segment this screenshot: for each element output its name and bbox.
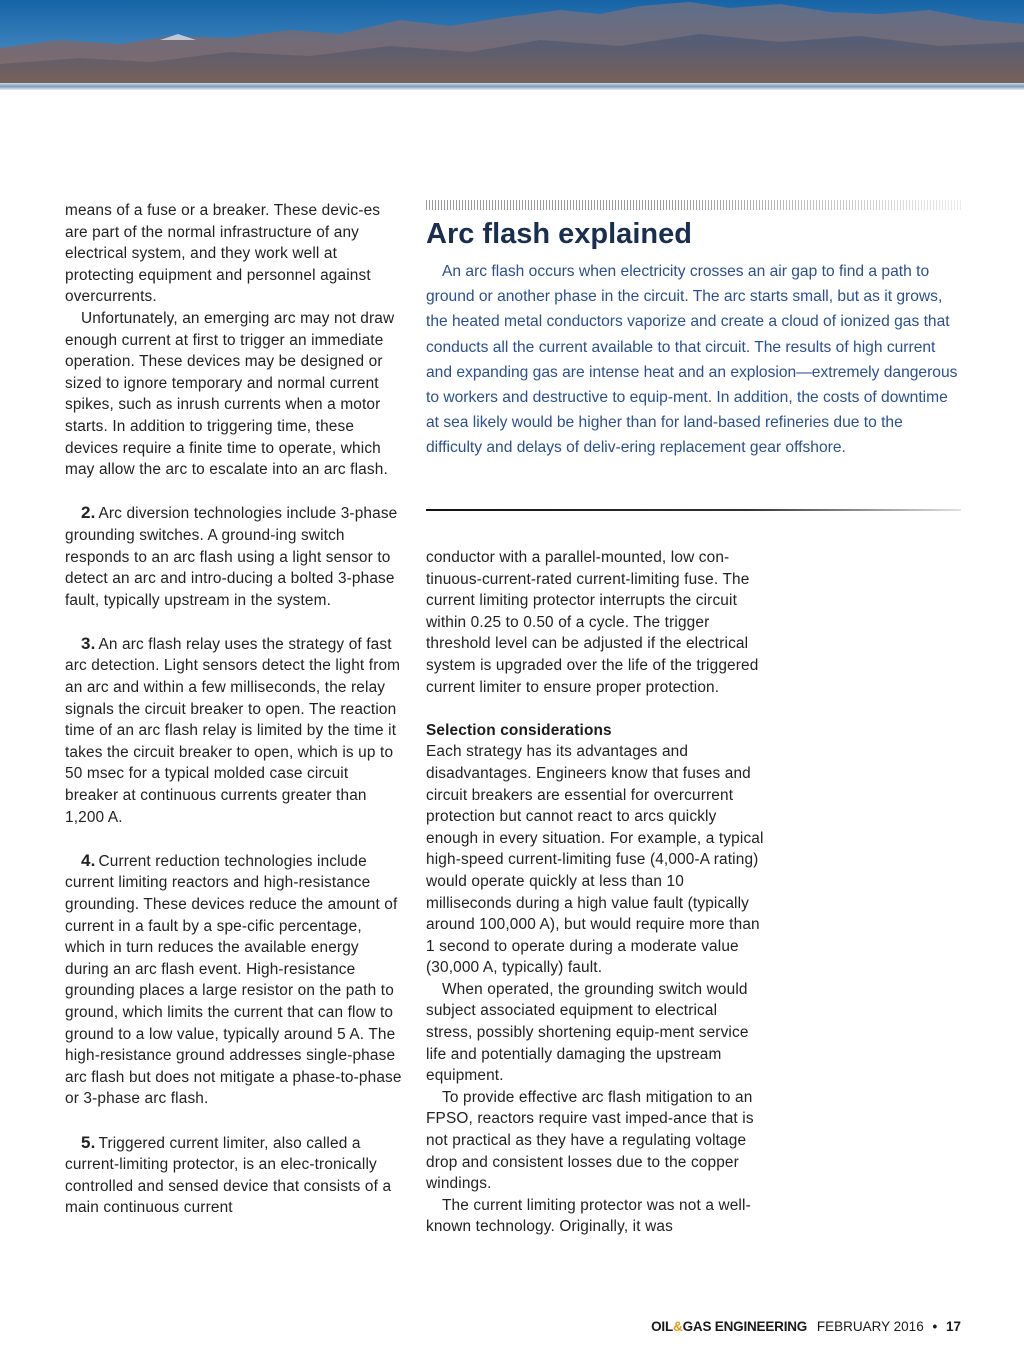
paragraph: The current limiting protector was not a well-known technology. Originally, it was (426, 1196, 751, 1236)
list-item-text: Triggered current limiter, also called a current-limiting protector, is an elec-tronically controlled and sensed device that consists of a main continuous current (65, 1134, 392, 1217)
left-column (65, 200, 405, 1219)
list-number: 5. (81, 1132, 96, 1152)
page-number: 17 (945, 1319, 961, 1334)
sidebar-hatch-rule (426, 200, 961, 210)
section-heading: Selection considerations (426, 721, 612, 739)
magazine-name-part: GAS ENGINEERING (682, 1319, 808, 1334)
mountain-landscape-image (0, 0, 1024, 90)
issue-date: FEBRUARY 2016 (816, 1319, 924, 1334)
sidebar-box (426, 200, 961, 461)
list-item-3 (65, 633, 405, 828)
list-item-5 (65, 1132, 405, 1219)
list-item-text: Arc diversion technologies include 3-phase grounding switches. A ground-ing switch responds to an arc flash using a light sensor to detect an arc and intro-ducing a bolted 3-phase fault, typically upstream in the system. (65, 505, 398, 609)
magazine-name (651, 1319, 807, 1334)
paragraph: conductor with a parallel-mounted, low con-tinuous-current-rated current-limiting fuse. The current limiting protector interrupts the circuit within 0.25 to 0.50 of a cycle. The trigger threshold level can be adjusted if the electrical system is upgraded over the life of the triggered current limiter to ensure proper protection. (426, 549, 759, 696)
list-item-2 (65, 502, 405, 611)
sidebar-body: An arc flash occurs when electricity crosses an air gap to find a path to ground or another phase in the circuit. The arc starts small, but as it grows, the heated metal conductors vaporize and create a cloud of ionized gas that conducts all the current available to that circuit. The results of high current and expanding gas are intense heat and an explosion—extremely dangerous to workers and destructive to equip-ment. In addition, the costs of downtime at sea likely would be higher than for land-based refineries due to the difficulty and delays of deliv-ering replacement gear offshore. (426, 263, 958, 457)
footer-separator: • (932, 1319, 938, 1334)
header-mountain-banner (0, 0, 1024, 90)
paragraph: To provide effective arc flash mitigation to an FPSO, reactors require vast imped-ance that is not practical as they have a regulating voltage drop and consistent losses due to the copper windings. (426, 1088, 754, 1193)
list-item-4 (65, 850, 405, 1110)
list-number: 4. (81, 850, 96, 870)
banner-divider (0, 83, 1024, 90)
list-number: 2. (81, 503, 96, 523)
list-item-text: Current reduction technologies include current limiting reactors and high-resistance grounding. These devices reduce the amount of current in a fault by a spe-cific percentage, which in turn reduces the available energy during an arc flash event. High-resistance grounding places a large resistor on the path to ground, which limits the current that can flow to ground to a low value, typically around 5 A. The high-resistance ground addresses single-phase arc flash but does not mitigate a phase-to-phase or 3-phase arc flash. (65, 852, 402, 1108)
magazine-ampersand: & (673, 1319, 683, 1334)
paragraph: When operated, the grounding switch would subject associated equipment to electrical stress, possibly shortening equip-ment service life and potentially damaging the upstream equipment. (426, 980, 749, 1085)
magazine-name-part: OIL (651, 1319, 674, 1334)
list-number: 3. (81, 633, 96, 653)
paragraph: Each strategy has its advantages and disadvantages. Engineers know that fuses and circuit breakers are essential for overcurrent protection but cannot react to arcs quickly enough in every situation. For example, a typical high-speed current-limiting fuse (4,000-A rating) would operate quickly at less than 10 milliseconds during a high value fault (typically around 100,000 A), but would require more than 1 second to operate during a moderate value (30,000 A, typically) fault. (426, 743, 764, 977)
list-item-text: An arc flash relay uses the strategy of fast arc detection. Light sensors detect the light from an arc and within a few milliseconds, the relay signals the circuit breaker to open. The reaction time of an arc flash relay is limited by the time it takes the circuit breaker to open, which is up to 50 msec for a typical molded case circuit breaker at continuous currents greater than 1,200 A. (65, 635, 401, 826)
page-footer (651, 1319, 961, 1334)
paragraph: means of a fuse or a breaker. These devic-es are part of the normal infrastructure of any electrical system, and they work well at protecting equipment and personnel against overcurrents. (65, 202, 381, 306)
sidebar-bottom-rule (426, 509, 961, 511)
paragraph: Unfortunately, an emerging arc may not draw enough current at first to trigger an immediate operation. These devices may be designed or sized to ignore temporary and normal current spikes, such as inrush currents when a motor starts. In addition to triggering time, these devices require a finite time to operate, which may allow the arc to escalate into an arc flash. (65, 309, 395, 479)
sidebar-title: Arc flash explained (426, 218, 692, 250)
right-column (426, 547, 766, 1238)
